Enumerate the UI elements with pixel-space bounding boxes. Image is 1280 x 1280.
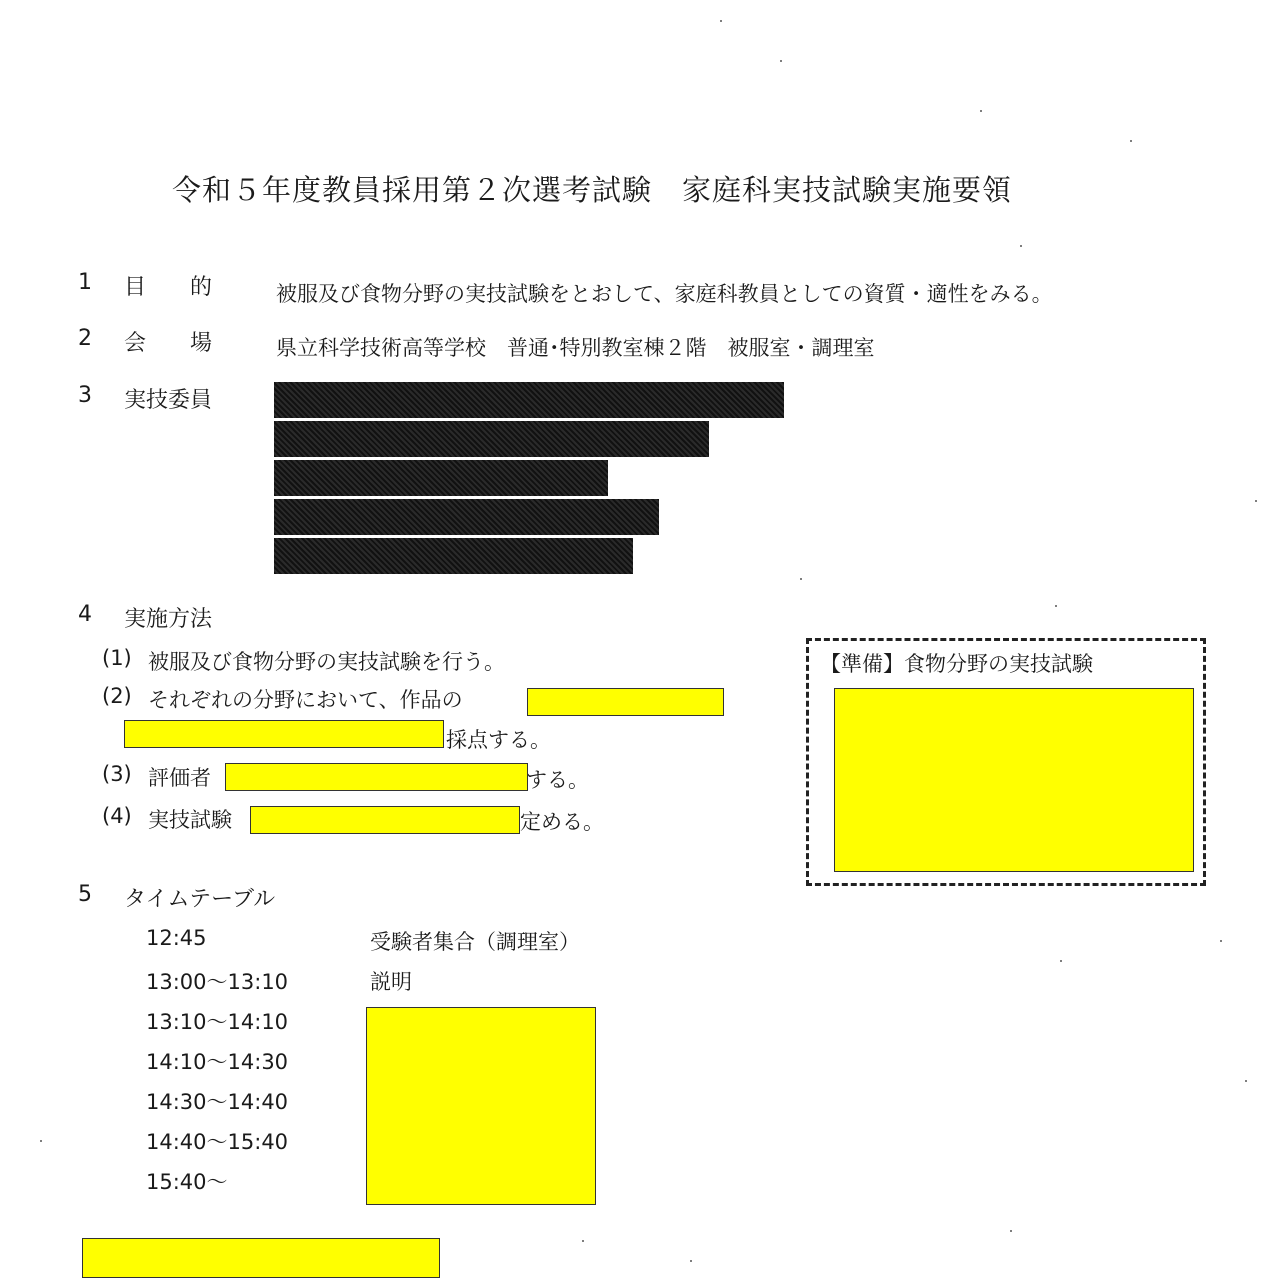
redaction-box: [527, 688, 724, 716]
redaction-box: [124, 720, 444, 748]
section-4-number: 4: [78, 602, 92, 627]
redacted-committee-member: [274, 382, 784, 418]
method-2-text: それぞれの分野において、作品の: [148, 688, 463, 712]
scan-speck: [720, 20, 722, 22]
method-3-number: (3): [102, 762, 132, 786]
scan-speck: [800, 578, 802, 580]
timetable-time: 14:10～14:30: [146, 1050, 289, 1074]
redacted-committee-member: [274, 499, 659, 535]
method-4-text: 実技試験: [148, 808, 232, 832]
section-1-number: 1: [78, 270, 92, 295]
timetable-time: 12:45: [146, 926, 207, 950]
method-4-number: (4): [102, 804, 132, 828]
scan-speck: [1055, 605, 1057, 607]
timetable-time: 14:30～14:40: [146, 1090, 289, 1114]
section-4-label: 実施方法: [124, 607, 213, 632]
scan-speck: [1255, 500, 1257, 502]
redacted-committee-member: [274, 421, 709, 457]
redaction-box: [250, 806, 520, 834]
redaction-box: [366, 1007, 596, 1205]
scan-speck: [1020, 245, 1022, 247]
redaction-box: [834, 688, 1194, 872]
section-5-number: 5: [78, 882, 92, 907]
scan-speck: [980, 110, 982, 112]
section-1-label: 目 的: [124, 275, 213, 300]
method-1-text: 被服及び食物分野の実技試験を行う。: [148, 650, 505, 674]
document-title: 令和５年度教員採用第２次選考試験 家庭科実技試験実施要領: [172, 173, 1013, 207]
method-2-continuation: 採点する。: [446, 728, 551, 752]
method-4-continuation: 定める。: [520, 810, 604, 834]
scan-speck: [1220, 940, 1222, 942]
method-3-continuation: する。: [526, 768, 589, 792]
preparation-box-title: 【準備】食物分野の実技試験: [820, 652, 1093, 676]
section-1-text: 被服及び食物分野の実技試験をとおして、家庭科教員としての資質・適性をみる。: [276, 282, 1053, 306]
scan-speck: [690, 1260, 692, 1262]
scan-speck: [582, 1240, 584, 1242]
scan-speck: [780, 60, 782, 62]
timetable-time: 15:40～: [146, 1170, 228, 1194]
scan-speck: [1130, 140, 1132, 142]
method-1-number: (1): [102, 646, 132, 670]
timetable-activity: 受験者集合（調理室）: [370, 930, 580, 954]
method-2-number: (2): [102, 684, 132, 708]
timetable-time: 13:10～14:10: [146, 1010, 289, 1034]
scan-speck: [1245, 1080, 1247, 1082]
redaction-box: [82, 1238, 440, 1278]
redacted-committee-member: [274, 460, 608, 496]
scan-speck: [40, 1140, 42, 1142]
timetable-time: 14:40～15:40: [146, 1130, 289, 1154]
section-3-label: 実技委員: [124, 388, 213, 413]
section-3-number: 3: [78, 383, 92, 408]
timetable-activity: 説明: [370, 970, 412, 994]
redaction-box: [225, 763, 528, 791]
section-5-label: タイムテーブル: [124, 887, 276, 912]
timetable-time: 13:00～13:10: [146, 970, 289, 994]
section-2-text: 県立科学技術高等学校 普通･特別教室棟２階 被服室・調理室: [276, 336, 875, 360]
scan-speck: [1060, 960, 1062, 962]
section-2-number: 2: [78, 326, 92, 351]
redacted-committee-member: [274, 538, 633, 574]
method-3-text: 評価者: [148, 766, 211, 790]
scan-speck: [1010, 1230, 1012, 1232]
section-2-label: 会 場: [124, 331, 213, 356]
